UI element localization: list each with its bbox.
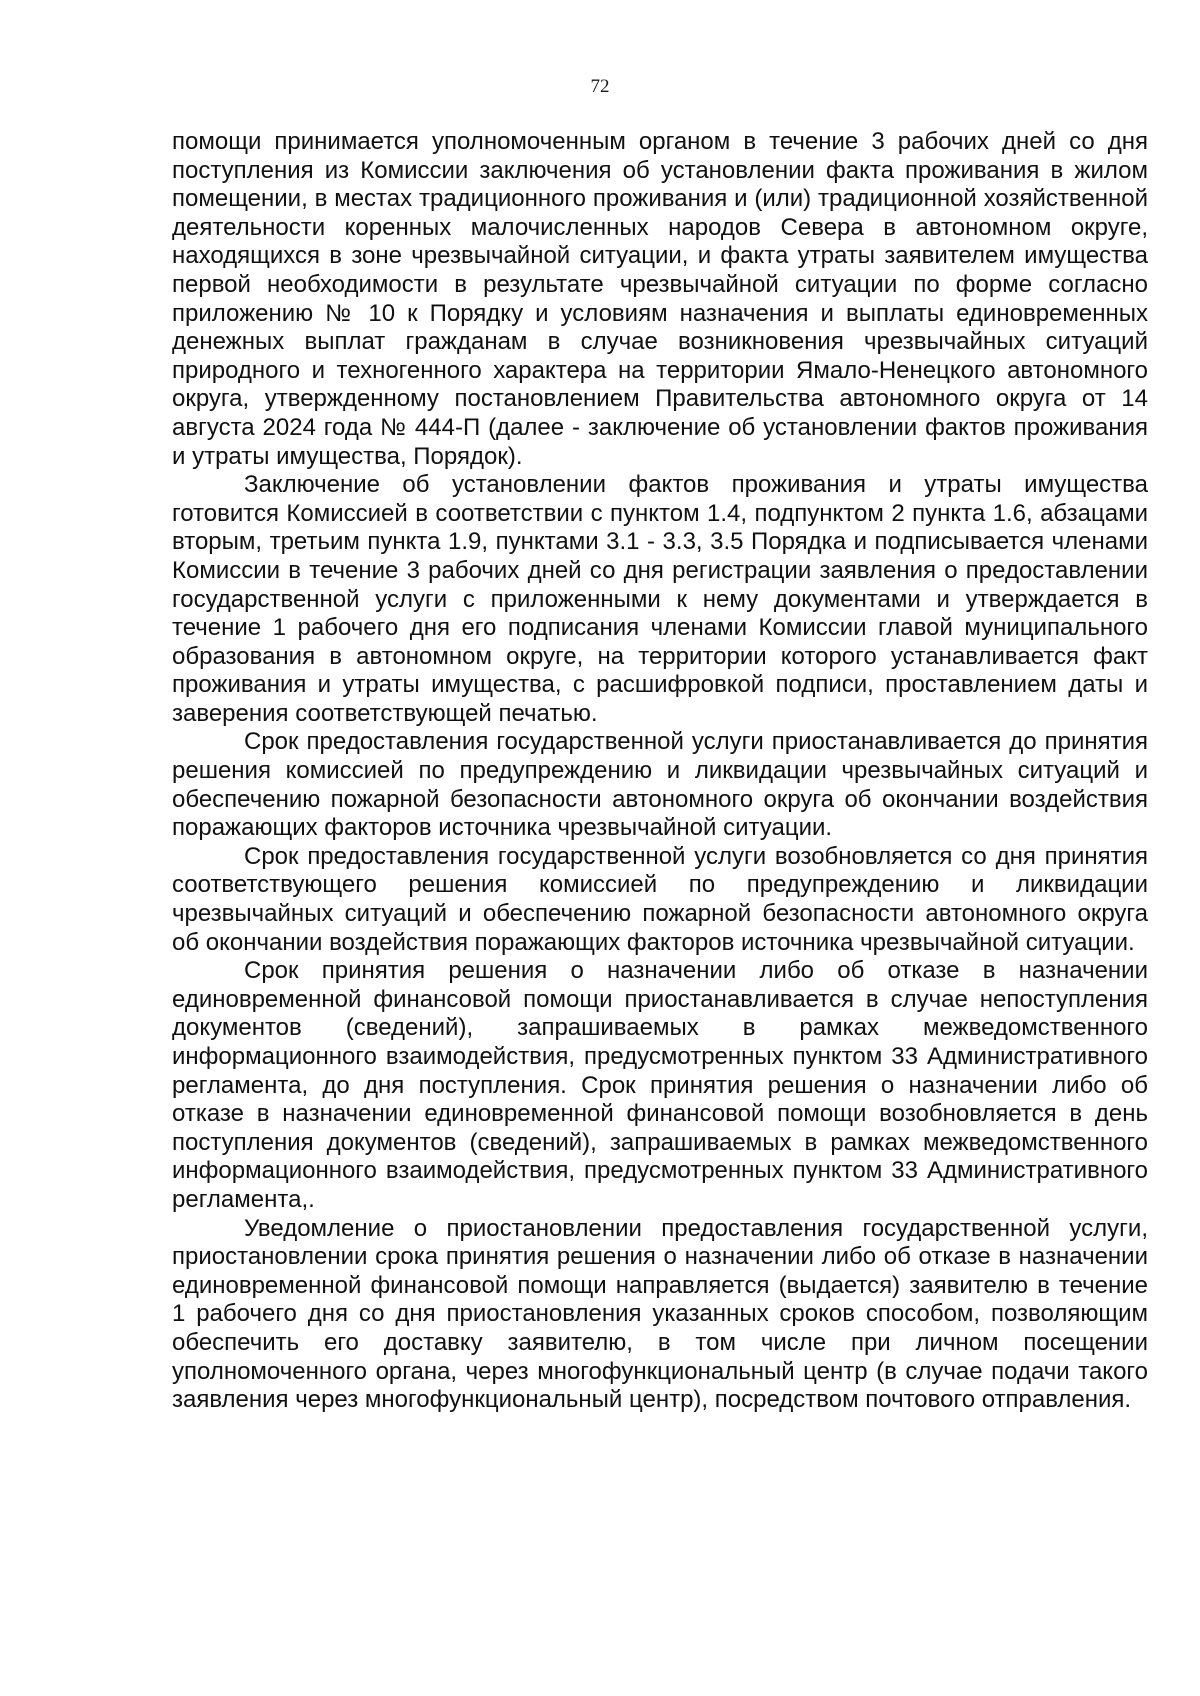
paragraph-conclusion-preparation: Заключение об установлении фактов проживания и утраты имущества готовится Комиссией в соответствии с пунктом 1.4, подпунктом 2 пункта 1.6, абзацами вторым, третьим пункта 1.9, пунктами 3.1 - 3.3, 3.5 Порядка и подписывается членами Комиссии в течение 3 рабочих дней со дня регистрации заявления о предоставлении государственной услуги с приложенными к нему документами и утверждается в течение 1 рабочего дня его подписания членами Комиссии главой муниципального образования в автономном округе, на территории которого устанавливается факт проживания и утраты имущества, с расшифровкой подписи, проставлением даты и заверения соответствующей печатью. — [172, 471, 1148, 727]
paragraph-notification: Уведомление о приостановлении предоставления государственной услуги, приостановлении срока принятия решения о назначении либо об отказе в назначении единовременной финансовой помощи направляется (выдается) заявителю в течение 1 рабочего дня со дня приостановления указанных сроков способом, позволяющим обеспечить его доставку заявителю, в том числе при личном посещении уполномоченного органа, через многофункциональный центр (в случае подачи такого заявления через многофункциональный центр), посредством почтового отправления. — [172, 1214, 1148, 1414]
paragraph-resumption: Срок предоставления государственной услуги возобновляется со дня принятия соответствующего решения комиссией по предупреждению и ликвидации чрезвычайных ситуаций и обеспечению пожарной безопасности автономного округа об окончании воздействия поражающих факторов источника чрезвычайной ситуации. — [172, 842, 1148, 956]
page-number: 72 — [590, 76, 610, 97]
paragraph-continuation: помощи принимается уполномоченным органом в течение 3 рабочих дней со дня поступления из Комиссии заключения об установлении факта проживания в жилом помещении, в местах традиционного проживания и (или) традиционной хозяйственной деятельности коренных малочисленных народов Севера в автономном округе, находящихся в зоне чрезвычайной ситуации, и факта утраты заявителем имущества первой необходимости в результате чрезвычайной ситуации по форме согласно приложению № 10 к Порядку и условиям назначения и выплаты единовременных денежных выплат гражданам в случае возникновения чрезвычайных ситуаций природного и техногенного характера на территории Ямало-Ненецкого автономного округа, утвержденному постановлением Правительства автономного округа от 14 августа 2024 года № 444-П (далее - заключение об установлении фактов проживания и утраты имущества, Порядок). — [172, 128, 1148, 470]
document-body — [172, 128, 1148, 1415]
paragraph-decision-deadline: Срок принятия решения о назначении либо об отказе в назначении единовременной финансовой помощи приостанавливается в случае непоступления документов (сведений), запрашиваемых в рамках межведомственного информационного взаимодействия, предусмотренных пунктом 33 Административного регламента, до дня поступления. Срок принятия решения о назначении либо об отказе в назначении единовременной финансовой помощи возобновляется в день поступления документов (сведений), запрашиваемых в рамках межведомственного информационного взаимодействия, предусмотренных пунктом 33 Административного регламента,. — [172, 957, 1148, 1213]
paragraph-suspension: Срок предоставления государственной услуги приостанавливается до принятия решения комиссией по предупреждению и ликвидации чрезвычайных ситуаций и обеспечению пожарной безопасности автономного округа об окончании воздействия поражающих факторов источника чрезвычайной ситуации. — [172, 728, 1148, 842]
